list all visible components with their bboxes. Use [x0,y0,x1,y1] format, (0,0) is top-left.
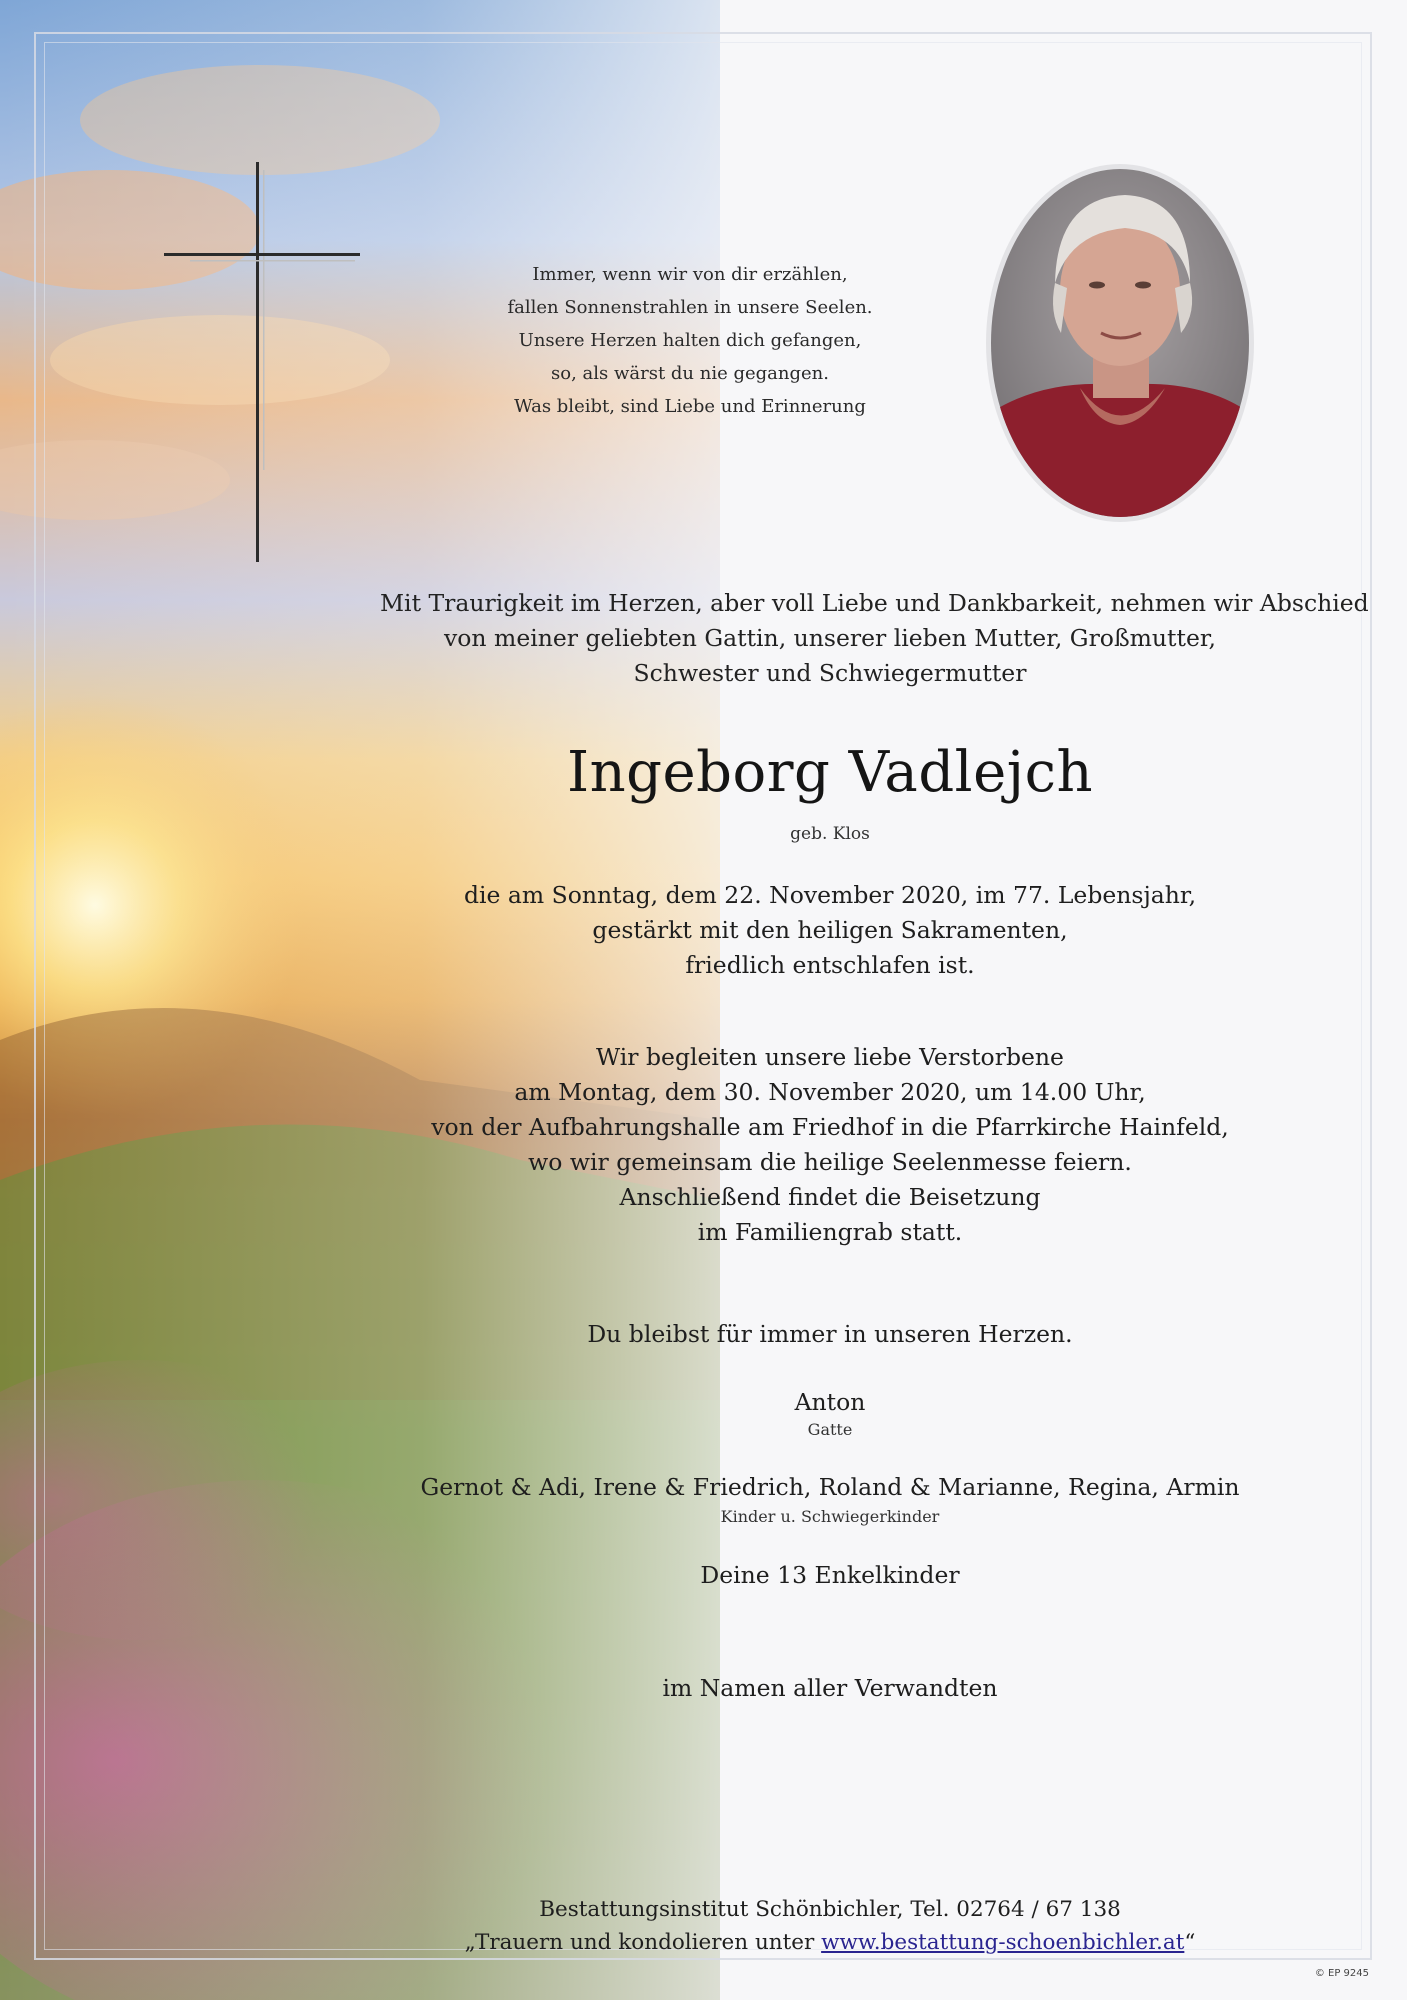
mourner-grandchildren: Deine 13 Enkelkinder [700,1561,960,1589]
closing-line: Du bleibst für immer in unseren Herzen. [587,1320,1073,1348]
death-line: die am Sonntag, dem 22. November 2020, im 77. Lebensjahr, [463,881,1197,909]
poem-line: so, als wärst du nie gegangen. [551,363,829,384]
mourner-spouse: Anton [794,1388,866,1416]
deceased-name: Ingeborg Vadlejch [566,740,1094,805]
latin-cross-icon [160,160,370,570]
poem-line: Unsere Herzen halten dich gefangen, [518,330,862,351]
funeral-line: wo wir gemeinsam die heilige Seelenmesse feiern. [528,1148,1132,1176]
condolence-link[interactable]: www.bestattung-schoenbichler.at [821,1930,1185,1955]
print-code: © EP 9245 [1314,1968,1369,1979]
funeral-line: im Familiengrab statt. [697,1218,963,1246]
undertaker-info: Bestattungsinstitut Schönbichler, Tel. 02764 / 67 138 [539,1897,1121,1922]
death-notice [380,878,1280,983]
poem-line: fallen Sonnenstrahlen in unsere Seelen. [507,297,873,318]
intro-line: Mit Traurigkeit im Herzen, aber voll Liebe und Dankbarkeit, nehmen wir Abschied [380,589,1369,617]
on-behalf-line: im Namen aller Verwandten [662,1674,998,1702]
funeral-line: von der Aufbahrungshalle am Friedhof in die Pfarrkirche Hainfeld, [431,1113,1229,1141]
maiden-name: geb. Klos [790,824,870,844]
poem-line: Was bleibt, sind Liebe und Erinnerung [514,396,866,417]
intro-line: von meiner geliebten Gattin, unserer lieben Mutter, Großmutter, [444,624,1216,652]
condolence-suffix: “ [1184,1930,1196,1955]
memorial-poem [470,258,910,423]
funeral-line: Anschließend findet die Beisetzung [619,1183,1041,1211]
death-line: friedlich entschlafen ist. [685,951,975,979]
mourner-children: Gernot & Adi, Irene & Friedrich, Roland & Marianne, Regina, Armin [420,1473,1240,1501]
portrait-photo [985,163,1255,523]
condolence-line [380,1928,1280,1958]
funeral-details [380,1040,1280,1250]
funeral-line: Wir begleiten unsere liebe Verstorbene [596,1043,1064,1071]
farewell-intro [380,586,1369,691]
poem-line: Immer, wenn wir von dir erzählen, [532,264,848,285]
mourner-spouse-role: Gatte [807,1420,853,1439]
funeral-line: am Montag, dem 30. November 2020, um 14.00 Uhr, [514,1078,1146,1106]
mourner-children-role: Kinder u. Schwiegerkinder [720,1507,940,1526]
intro-line: Schwester und Schwiegermutter [633,659,1027,687]
death-line: gestärkt mit den heiligen Sakramenten, [592,916,1068,944]
condolence-prefix: „Trauern und kondolieren unter [464,1930,822,1955]
